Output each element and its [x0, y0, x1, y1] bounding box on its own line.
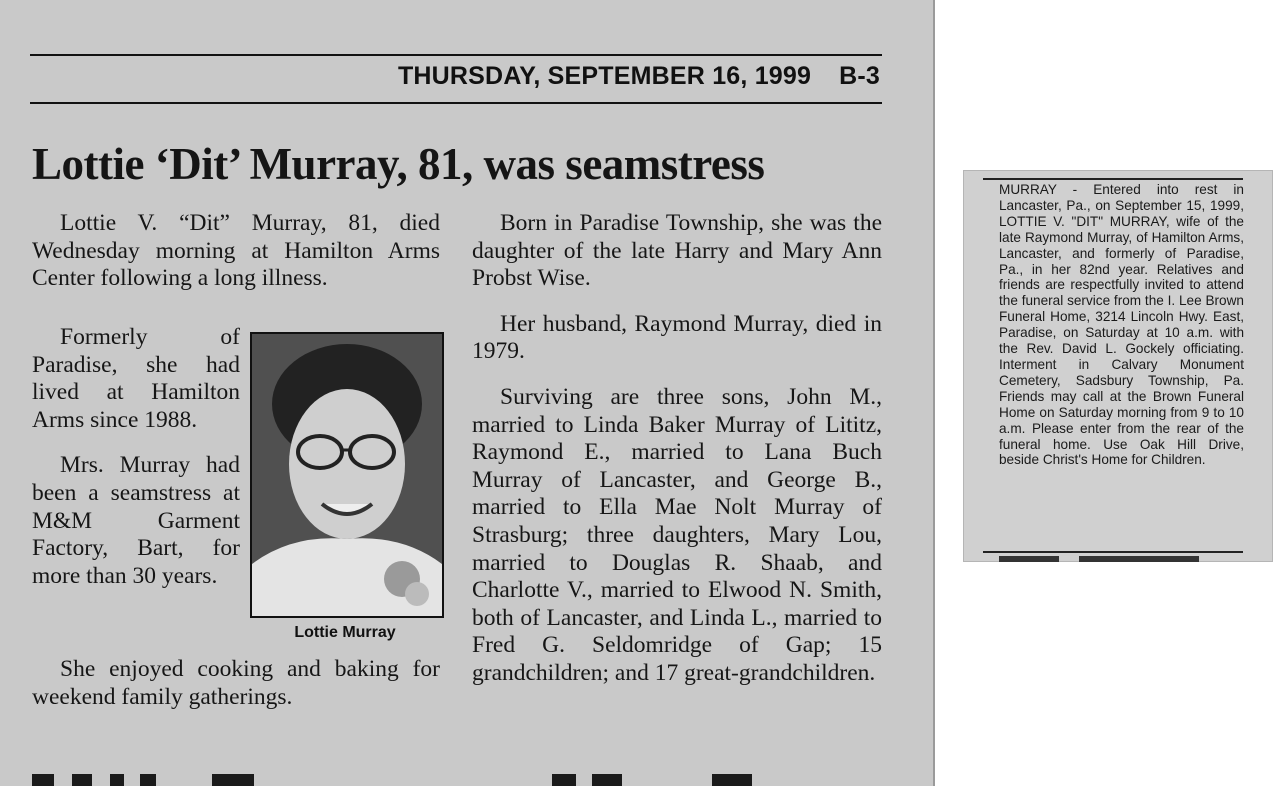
paragraph-intro: Lottie V. “Dit” Murray, 81, died Wednesday morning at Hamilton Arms Center following a long illness.	[32, 210, 440, 292]
cut-glyph	[712, 774, 752, 786]
paragraph-survivors: Surviving are three sons, John M., married to Linda Baker Murray of Lititz, Raymond E., married to Lana Buch Murray of Lancaster, and George B., married to Ella Mae Nolt Murray of Strasburg; three daughters, Mary Lou, married to Douglas R. Shaab, and Charlotte V., married to Elwood N. Smith, both of Lancaster, and Linda L., married to Fred G. Seldomridge of Gap; 15 grandchildren; and 17 great-grandchildren.	[472, 383, 882, 686]
dateline	[398, 62, 880, 91]
cut-glyph	[1079, 556, 1199, 562]
next-article-fragment	[32, 768, 892, 786]
column-1-end	[32, 656, 440, 729]
header-rule-bottom	[30, 102, 882, 104]
header-rule-top	[30, 54, 882, 56]
portrait-image	[252, 334, 442, 616]
column-2	[472, 210, 882, 706]
cut-glyph	[999, 556, 1059, 562]
cut-glyph	[212, 774, 254, 786]
photo-caption: Lottie Murray	[294, 624, 396, 641]
notice-rule-bottom	[983, 551, 1243, 553]
paragraph-husband: Her husband, Raymond Murray, died in 1979.	[472, 310, 882, 365]
paragraph-parents: Born in Paradise Township, she was the daughter of the late Harry and Mary Ann Probst Wise.	[472, 210, 882, 292]
portrait-photo	[250, 332, 444, 618]
cut-glyph	[110, 774, 124, 786]
date-text: THURSDAY, SEPTEMBER 16, 1999	[397, 62, 812, 90]
paragraph-residence: Formerly of Paradise, she had lived at Hamilton Arms since 1988.	[32, 324, 240, 433]
next-notice-fragment	[999, 554, 1244, 562]
cut-glyph	[32, 774, 54, 786]
paragraph-career: Mrs. Murray had been a seamstress at M&M Garment Factory, Bart, for more than 30 years.	[32, 452, 240, 589]
death-notice-text: MURRAY - Entered into rest in Lancaster, Pa., on September 15, 1999, LOTTIE V. "DIT" MURRAY, wife of the late Raymond Murray, of Hamilton Arms, Lancaster, and formerly of Paradise, Pa., in her 82nd year. Relatives and friends are respectfully invited to attend the funeral service from the I. Lee Brown Funeral Home, 3214 Lincoln Hwy. East, Paradise, on Saturday at 10 a.m. with the Rev. David L. Gockely officiating. Interment in Calvary Monument Cemetery, Sadsbury Township, Pa. Friends may call at the Brown Funeral Home on Saturday morning from 9 to 10 a.m. Please enter from the rear of the funeral home. Use Oak Hill Drive, beside Christ's Home for Children.	[999, 182, 1244, 468]
paragraph-hobbies: She enjoyed cooking and baking for weekend family gatherings.	[32, 656, 440, 710]
cut-glyph	[72, 774, 92, 786]
article-headline: Lottie ‘Dit’ Murray, 81, was seamstress	[32, 139, 765, 189]
notice-rule-top	[983, 178, 1243, 180]
cut-glyph	[592, 774, 622, 786]
page-number: B-3	[839, 62, 880, 90]
column-1-narrow	[32, 324, 240, 608]
death-notice-clipping	[963, 170, 1273, 562]
cut-glyph	[140, 774, 156, 786]
column-1-intro	[32, 210, 440, 311]
cut-glyph	[552, 774, 576, 786]
